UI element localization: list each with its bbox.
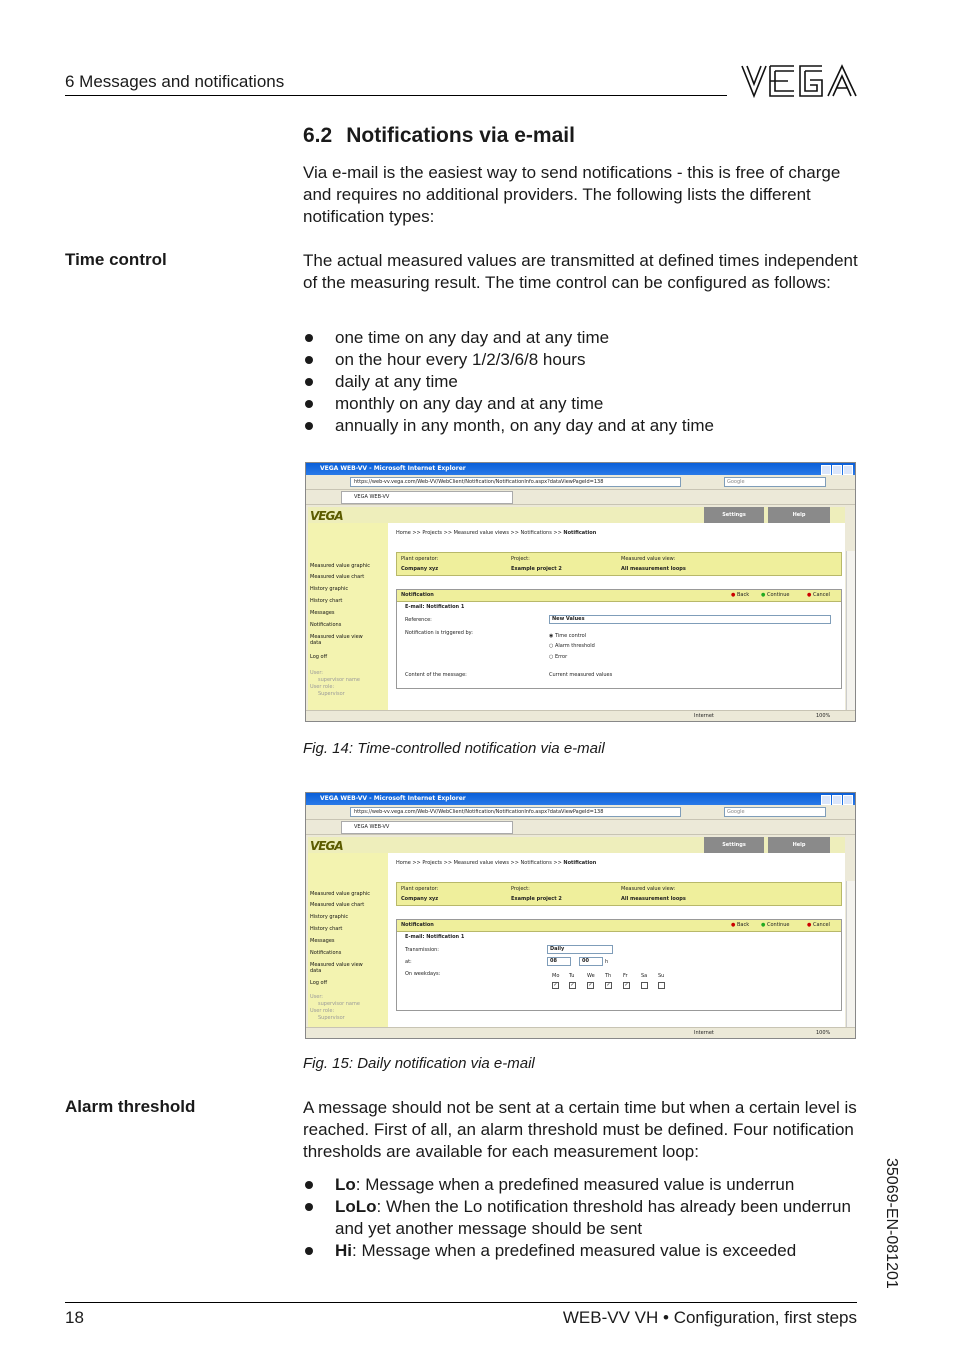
minute-select[interactable]: 00 (579, 957, 603, 966)
zoom-level[interactable]: 100% (816, 713, 831, 719)
transmission-select[interactable]: Daily (547, 945, 613, 954)
weekday-we: We (587, 973, 595, 979)
breadcrumb: Home >> Projects >> Measured value views >> Notifications >> Notification (396, 530, 597, 536)
user-name: supervisor name (318, 677, 360, 683)
weekday-fr: Fr (623, 973, 628, 979)
trigger-label: Notification is triggered by: (405, 630, 473, 636)
list-item: Hi: Message when a predefined measured value is exceeded (303, 1240, 863, 1262)
sidebar-item-history-graphic[interactable]: History graphic (310, 586, 349, 592)
address-bar (306, 805, 855, 820)
web-page (308, 837, 845, 1028)
notification-panel: Notification ● Back ● Continue ● Cancel E-mail: Notification 1 Transmission: Daily at: 08 00 h On weekdays: Mo Tu We Th Fr Sa Su ✓ ✓ ✓ ✓ ✓ (396, 919, 842, 1011)
weekdays-label: On weekdays: (405, 971, 441, 977)
checkbox-fr[interactable]: ✓ (624, 982, 629, 988)
role-name: Supervisor (318, 691, 345, 697)
figure-14-caption: Fig. 14: Time-controlled notification via e-mail (303, 740, 605, 757)
sidebar-item-history-chart[interactable]: History chart (310, 926, 343, 932)
url-field[interactable]: https://web-vv.vega.com/Web-VV/WebClient/Notification/NotificationInfo.aspx?dataViewPageId=138 (350, 807, 681, 817)
user-name: supervisor name (318, 1001, 360, 1007)
email-title: E-mail: Notification 1 (405, 604, 465, 610)
content-label: Content of the message: (405, 672, 467, 678)
transmission-label: Transmission: (405, 947, 439, 953)
vega-logo (740, 64, 858, 98)
close-icon[interactable] (843, 465, 853, 475)
figure-14-screenshot (305, 462, 856, 722)
project-info-box: Plant operator: Company xyz Project: Example project 2 Measured value view: All measurement loops (396, 882, 842, 906)
figure-15-screenshot (305, 792, 856, 1039)
footer-rule (65, 1302, 857, 1303)
sidebar-item-messages[interactable]: Messages (310, 938, 335, 944)
vega-logo-small: VEGA (310, 839, 343, 853)
list-item: on the hour every 1/2/3/6/8 hours (303, 349, 863, 371)
reference-label: Reference: (405, 617, 432, 623)
cancel-button[interactable]: ● Cancel (807, 592, 830, 598)
sidebar-item-view-data[interactable]: Measured value view (310, 634, 363, 640)
header-rule (65, 95, 727, 96)
list-item: monthly on any day and at any time (303, 393, 863, 415)
maximize-icon[interactable] (832, 465, 842, 475)
time-control-label: Time control (65, 250, 167, 269)
footer-title: WEB-VV VH • Configuration, first steps (562, 1308, 857, 1327)
sidebar-item-logoff[interactable]: Log off (310, 654, 328, 660)
continue-button[interactable]: ● Continue (761, 922, 790, 928)
weekday-mo: Mo (552, 973, 560, 979)
radio-alarm-threshold[interactable]: ○ Alarm threshold (549, 643, 595, 649)
status-zone: Internet (694, 1030, 714, 1036)
section-number: 6.2 (303, 124, 333, 147)
running-header: 6 Messages and notifications (65, 72, 285, 91)
alarm-threshold-list (303, 1174, 863, 1262)
user-label: User: (310, 670, 323, 676)
figure-15-caption: Fig. 15: Daily notification via e-mail (303, 1055, 535, 1072)
hour-select[interactable]: 08 (547, 957, 571, 966)
sidebar-item-graphic[interactable]: Measured value graphic (310, 891, 371, 897)
at-label: at: (405, 959, 412, 965)
sidebar-item-graphic[interactable]: Measured value graphic (310, 563, 371, 569)
checkbox-we[interactable]: ✓ (588, 982, 593, 988)
nav-help[interactable]: Help (768, 837, 830, 853)
page-number: 18 (65, 1308, 84, 1327)
intro-paragraph: Via e-mail is the easiest way to send notifications - this is free of charge and requires no additional providers. The following lists the different notification types: (303, 163, 841, 226)
sidebar-item-chart[interactable]: Measured value chart (310, 574, 365, 580)
window-titlebar: VEGA WEB-VV - Microsoft Internet Explorer (306, 793, 855, 805)
list-item: LoLo: When the Lo notification threshold has already been underrun and yet another message should be sent (303, 1196, 863, 1240)
breadcrumb: Home >> Projects >> Measured value views >> Notifications >> Notification (396, 860, 597, 866)
nav-help[interactable]: Help (768, 507, 830, 523)
url-field[interactable]: https://web-vv.vega.com/Web-VV/WebClient/Notification/NotificationInfo.aspx?dataViewPageId=138 (350, 477, 681, 487)
alarm-threshold-label: Alarm threshold (65, 1097, 196, 1116)
section-title: Notifications via e-mail (346, 124, 575, 147)
list-item: annually in any month, on any day and at any time (303, 415, 863, 437)
checkbox-sa[interactable] (641, 982, 648, 989)
weekday-tu: Tu (569, 973, 575, 979)
content-value: Current measured values (549, 672, 613, 678)
sidebar-item-logoff[interactable]: Log off (310, 980, 328, 986)
sidebar-item-view-data-2[interactable]: data (310, 968, 322, 974)
role-name: Supervisor (318, 1015, 345, 1021)
project-info-box: Plant operator: Company xyz Project: Example project 2 Measured value view: All measurement loops (396, 552, 842, 576)
browser-tab[interactable]: VEGA WEB-VV (341, 491, 513, 504)
status-zone: Internet (694, 713, 714, 719)
maximize-icon[interactable] (832, 795, 842, 805)
document-id: 35069-EN-081201 (883, 1158, 900, 1289)
sidebar-item-chart[interactable]: Measured value chart (310, 902, 365, 908)
back-button[interactable]: ● Back (731, 592, 750, 598)
time-control-list (303, 327, 863, 437)
nav-settings[interactable]: Settings (704, 507, 764, 523)
search-field[interactable]: Google (724, 807, 826, 817)
checkbox-th[interactable]: ✓ (606, 982, 611, 988)
web-page (308, 507, 845, 711)
role-label: User role: (310, 1008, 335, 1014)
back-button[interactable]: ● Back (731, 922, 750, 928)
user-label: User: (310, 994, 323, 1000)
weekday-sa: Sa (641, 973, 648, 979)
role-label: User role: (310, 684, 335, 690)
notification-panel: Notification ● Back ● Continue ● Cancel E-mail: Notification 1 Reference: New Values Notification is triggered by: ◉ Time control ○ Alarm threshold ○ Error Content of the message: Current measured values (396, 589, 842, 689)
zoom-level[interactable]: 100% (816, 1030, 831, 1036)
alarm-threshold-text: A message should not be sent at a certain time but when a certain level is reached. First of all, an alarm threshold must be defined. Four notification thresholds are available for each measurement loop: (303, 1098, 857, 1161)
list-item: daily at any time (303, 371, 863, 393)
sidebar-item-notifications[interactable]: Notifications (310, 950, 342, 956)
checkbox-tu[interactable]: ✓ (570, 982, 575, 988)
sidebar-item-history-chart[interactable]: History chart (310, 598, 343, 604)
section-heading (303, 124, 575, 148)
status-bar (306, 710, 855, 721)
sidebar-item-notifications[interactable]: Notifications (310, 622, 342, 628)
email-title: E-mail: Notification 1 (405, 934, 465, 940)
list-item: Lo: Message when a predefined measured value is underrun (303, 1174, 863, 1196)
window-titlebar: VEGA WEB-VV - Microsoft Internet Explorer (306, 463, 855, 475)
status-bar (306, 1027, 855, 1038)
checkbox-mo[interactable]: ✓ (553, 982, 558, 988)
vega-logo-small: VEGA (310, 509, 343, 523)
tab-bar (306, 490, 855, 505)
minimize-icon[interactable] (821, 465, 831, 475)
close-icon[interactable] (843, 795, 853, 805)
tab-bar (306, 820, 855, 835)
scrollbar[interactable] (846, 881, 855, 1031)
time-control-text: The actual measured values are transmitted at defined times independent of the measuring result. The time control can be configured as follows: (303, 251, 858, 292)
continue-button[interactable]: ● Continue (761, 592, 790, 598)
checkbox-su[interactable] (658, 982, 665, 989)
hour-unit: h (605, 959, 609, 965)
browser-tab[interactable]: VEGA WEB-VV (341, 821, 513, 834)
nav-settings[interactable]: Settings (704, 837, 764, 853)
weekday-su: Su (658, 973, 665, 979)
radio-time-control[interactable]: ◉ Time control (549, 633, 587, 639)
radio-error[interactable]: ○ Error (549, 654, 568, 660)
search-field[interactable]: Google (724, 477, 826, 487)
weekday-th: Th (605, 973, 612, 979)
sidebar-item-view-data[interactable]: Measured value view (310, 962, 363, 968)
list-item: one time on any day and at any time (303, 327, 863, 349)
address-bar (306, 475, 855, 490)
reference-input[interactable]: New Values (549, 615, 831, 624)
sidebar-item-history-graphic[interactable]: History graphic (310, 914, 349, 920)
cancel-button[interactable]: ● Cancel (807, 922, 830, 928)
sidebar (308, 853, 388, 1028)
sidebar-item-view-data-2[interactable]: data (310, 640, 322, 646)
minimize-icon[interactable] (821, 795, 831, 805)
sidebar (308, 523, 388, 711)
scrollbar[interactable] (846, 551, 855, 715)
sidebar-item-messages[interactable]: Messages (310, 610, 335, 616)
